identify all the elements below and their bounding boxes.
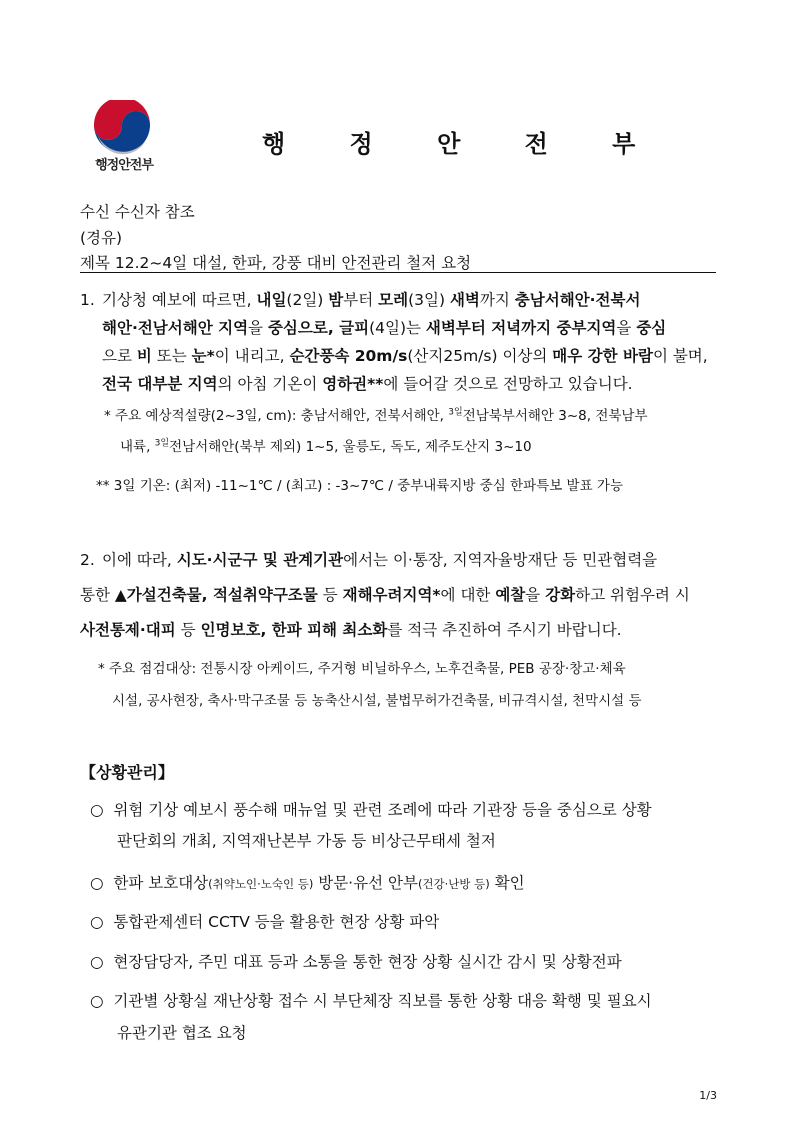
para2-line: [80, 617, 622, 643]
page-number: 1/3: [699, 1089, 717, 1102]
text-run: 으로: [102, 347, 137, 365]
text-run: 이 내리고,: [214, 347, 290, 365]
para2-line: [102, 547, 657, 573]
text-run: 의 아침 기온이: [217, 375, 323, 393]
text-run: 매우 강한 바람: [552, 347, 653, 365]
para1-footnote-2: ** 3일 기온: (최저) -11~1℃ / (최고) : -3~7℃ / 중부내륙지방 중심 한파특보 발표 가능: [96, 478, 624, 494]
text-run: 부터: [343, 291, 379, 309]
bullet-item: ○ 기관별 상황실 재난상황 접수 시 부단체장 직보를 통한 상황 대응 확행 및 필요시: [90, 992, 652, 1010]
logo-text: 행정안전부: [95, 158, 153, 173]
taegeuk-logo-icon: [88, 100, 158, 156]
text-run: 강화: [545, 586, 576, 604]
text-run: ▲가설건축물, 적설취약구조물: [114, 586, 318, 604]
subject-line: 제목 12.2~4일 대설, 한파, 강풍 대비 안전관리 철저 요청: [80, 254, 472, 272]
text-run: 예찰: [495, 586, 526, 604]
bullet-item: ○ 통합관제센터 CCTV 등을 활용한 현장 상황 파악: [90, 913, 440, 931]
text-run: 비: [136, 347, 152, 365]
bullet-icon: ○: [90, 953, 104, 971]
text-run: 에 대한: [440, 586, 496, 604]
bullet-icon: ○: [90, 874, 104, 892]
text-run: 통한: [80, 586, 115, 604]
via-line: (경유): [80, 229, 123, 247]
text-run: 까지: [479, 291, 515, 309]
para1-line: [102, 315, 666, 341]
text-run: 를 적극 추진하여 주시기 바랍니다.: [387, 621, 622, 639]
bullet-continuation: 판단회의 개최, 지역재난본부 가동 등 비상근무태세 철저: [117, 832, 496, 850]
text-run: 영하권**: [322, 375, 384, 393]
text-run: (산지25m/s) 이상의: [407, 347, 553, 365]
para1-line: [102, 287, 640, 313]
text-run: 새벽: [449, 291, 480, 309]
para2-line: [80, 582, 690, 608]
bullet-item: ○ 현장담당자, 주민 대표 등과 소통을 통한 현장 상황 실시간 감시 및 상황전파: [90, 953, 622, 971]
paragraph-2-number: 2.: [80, 551, 95, 569]
bullet-item: ○ 한파 보호대상(취약노인·노숙인 등) 방문·유선 안부(건강·난방 등) 확인: [90, 874, 525, 892]
text-run: 인명보호, 한파 피해 최소화: [200, 621, 388, 639]
para1-line: [102, 371, 633, 397]
text-run: 등: [317, 586, 343, 604]
paragraph-1-number: 1.: [80, 291, 95, 309]
recipient-line: 수신 수신자 참조: [80, 203, 195, 221]
bullet-continuation: 유관기관 협조 요청: [117, 1024, 247, 1042]
text-run: 을: [616, 319, 637, 337]
text-run: 시도·시군구 및 관계기관: [176, 551, 344, 569]
text-run: 눈*: [191, 347, 215, 365]
para1-footnote-1a: * 주요 예상적설량(2~3일, cm): 충남서해안, 전북서해안, $^{3일}$전남북부서해안 3~8, 전북남부: [104, 407, 648, 424]
text-run: 중심으로, 글피: [267, 319, 370, 337]
situation-heading: 【상황관리】: [80, 763, 174, 782]
bullet-icon: ○: [90, 913, 104, 931]
text-run: 충남서해안·전북서: [514, 291, 641, 309]
text-run: 기상청 예보에 따르면,: [102, 291, 257, 309]
text-run: 등: [175, 621, 201, 639]
text-run: 또는: [151, 347, 192, 365]
para1-line: [102, 343, 708, 369]
text-run: (2일): [286, 291, 329, 309]
para2-footnote-b: 시설, 공사현장, 축사·막구조물 등 농축산시설, 불법무허가건축물, 비규격시설, 천막시설 등: [112, 693, 642, 709]
text-run: 새벽부터 저녁까지 중부지역: [425, 319, 617, 337]
text-run: 에 들어갈 것으로 전망하고 있습니다.: [383, 375, 633, 393]
text-run: 재해우려지역*: [342, 586, 441, 604]
text-run: 내일: [256, 291, 287, 309]
text-run: 이 불며,: [652, 347, 708, 365]
text-run: 이에 따라,: [102, 551, 177, 569]
bullet-item: ○ 위험 기상 예보시 풍수해 매뉴얼 및 관련 조례에 따라 기관장 등을 중심으로 상황: [90, 801, 652, 819]
header-divider: [80, 272, 716, 273]
text-run: (3일): [408, 291, 450, 309]
text-run: 을: [525, 586, 546, 604]
text-run: 모레: [378, 291, 409, 309]
text-run: 순간풍속 20m/s: [289, 347, 408, 365]
text-run: 중심: [636, 319, 667, 337]
para1-footnote-1b: 내륙, $^{3일}$전남서해안(북부 제외) 1~5, 울릉도, 독도, 제주도산지 3~10: [120, 438, 532, 455]
text-run: 해안·전남서해안 지역: [102, 319, 249, 337]
bullet-icon: ○: [90, 801, 104, 819]
bullet-icon: ○: [90, 992, 104, 1010]
text-run: 전국 대부분 지역: [102, 375, 218, 393]
ministry-title: 행 정 안 전 부: [262, 130, 664, 158]
text-run: (4일)는: [369, 319, 426, 337]
text-run: 을: [248, 319, 268, 337]
ministry-logo: [88, 100, 158, 180]
text-run: 사전통제·대피: [80, 621, 176, 639]
text-run: 하고 위험우려 시: [575, 586, 690, 604]
para2-footnote-a: * 주요 점검대상: 전통시장 아케이드, 주거형 비닐하우스, 노후건축물, PEB 공장·창고·체육: [98, 661, 626, 677]
text-run: 에서는 이·통장, 지역자율방재단 등 민관협력을: [343, 551, 658, 569]
text-run: 밤: [328, 291, 344, 309]
